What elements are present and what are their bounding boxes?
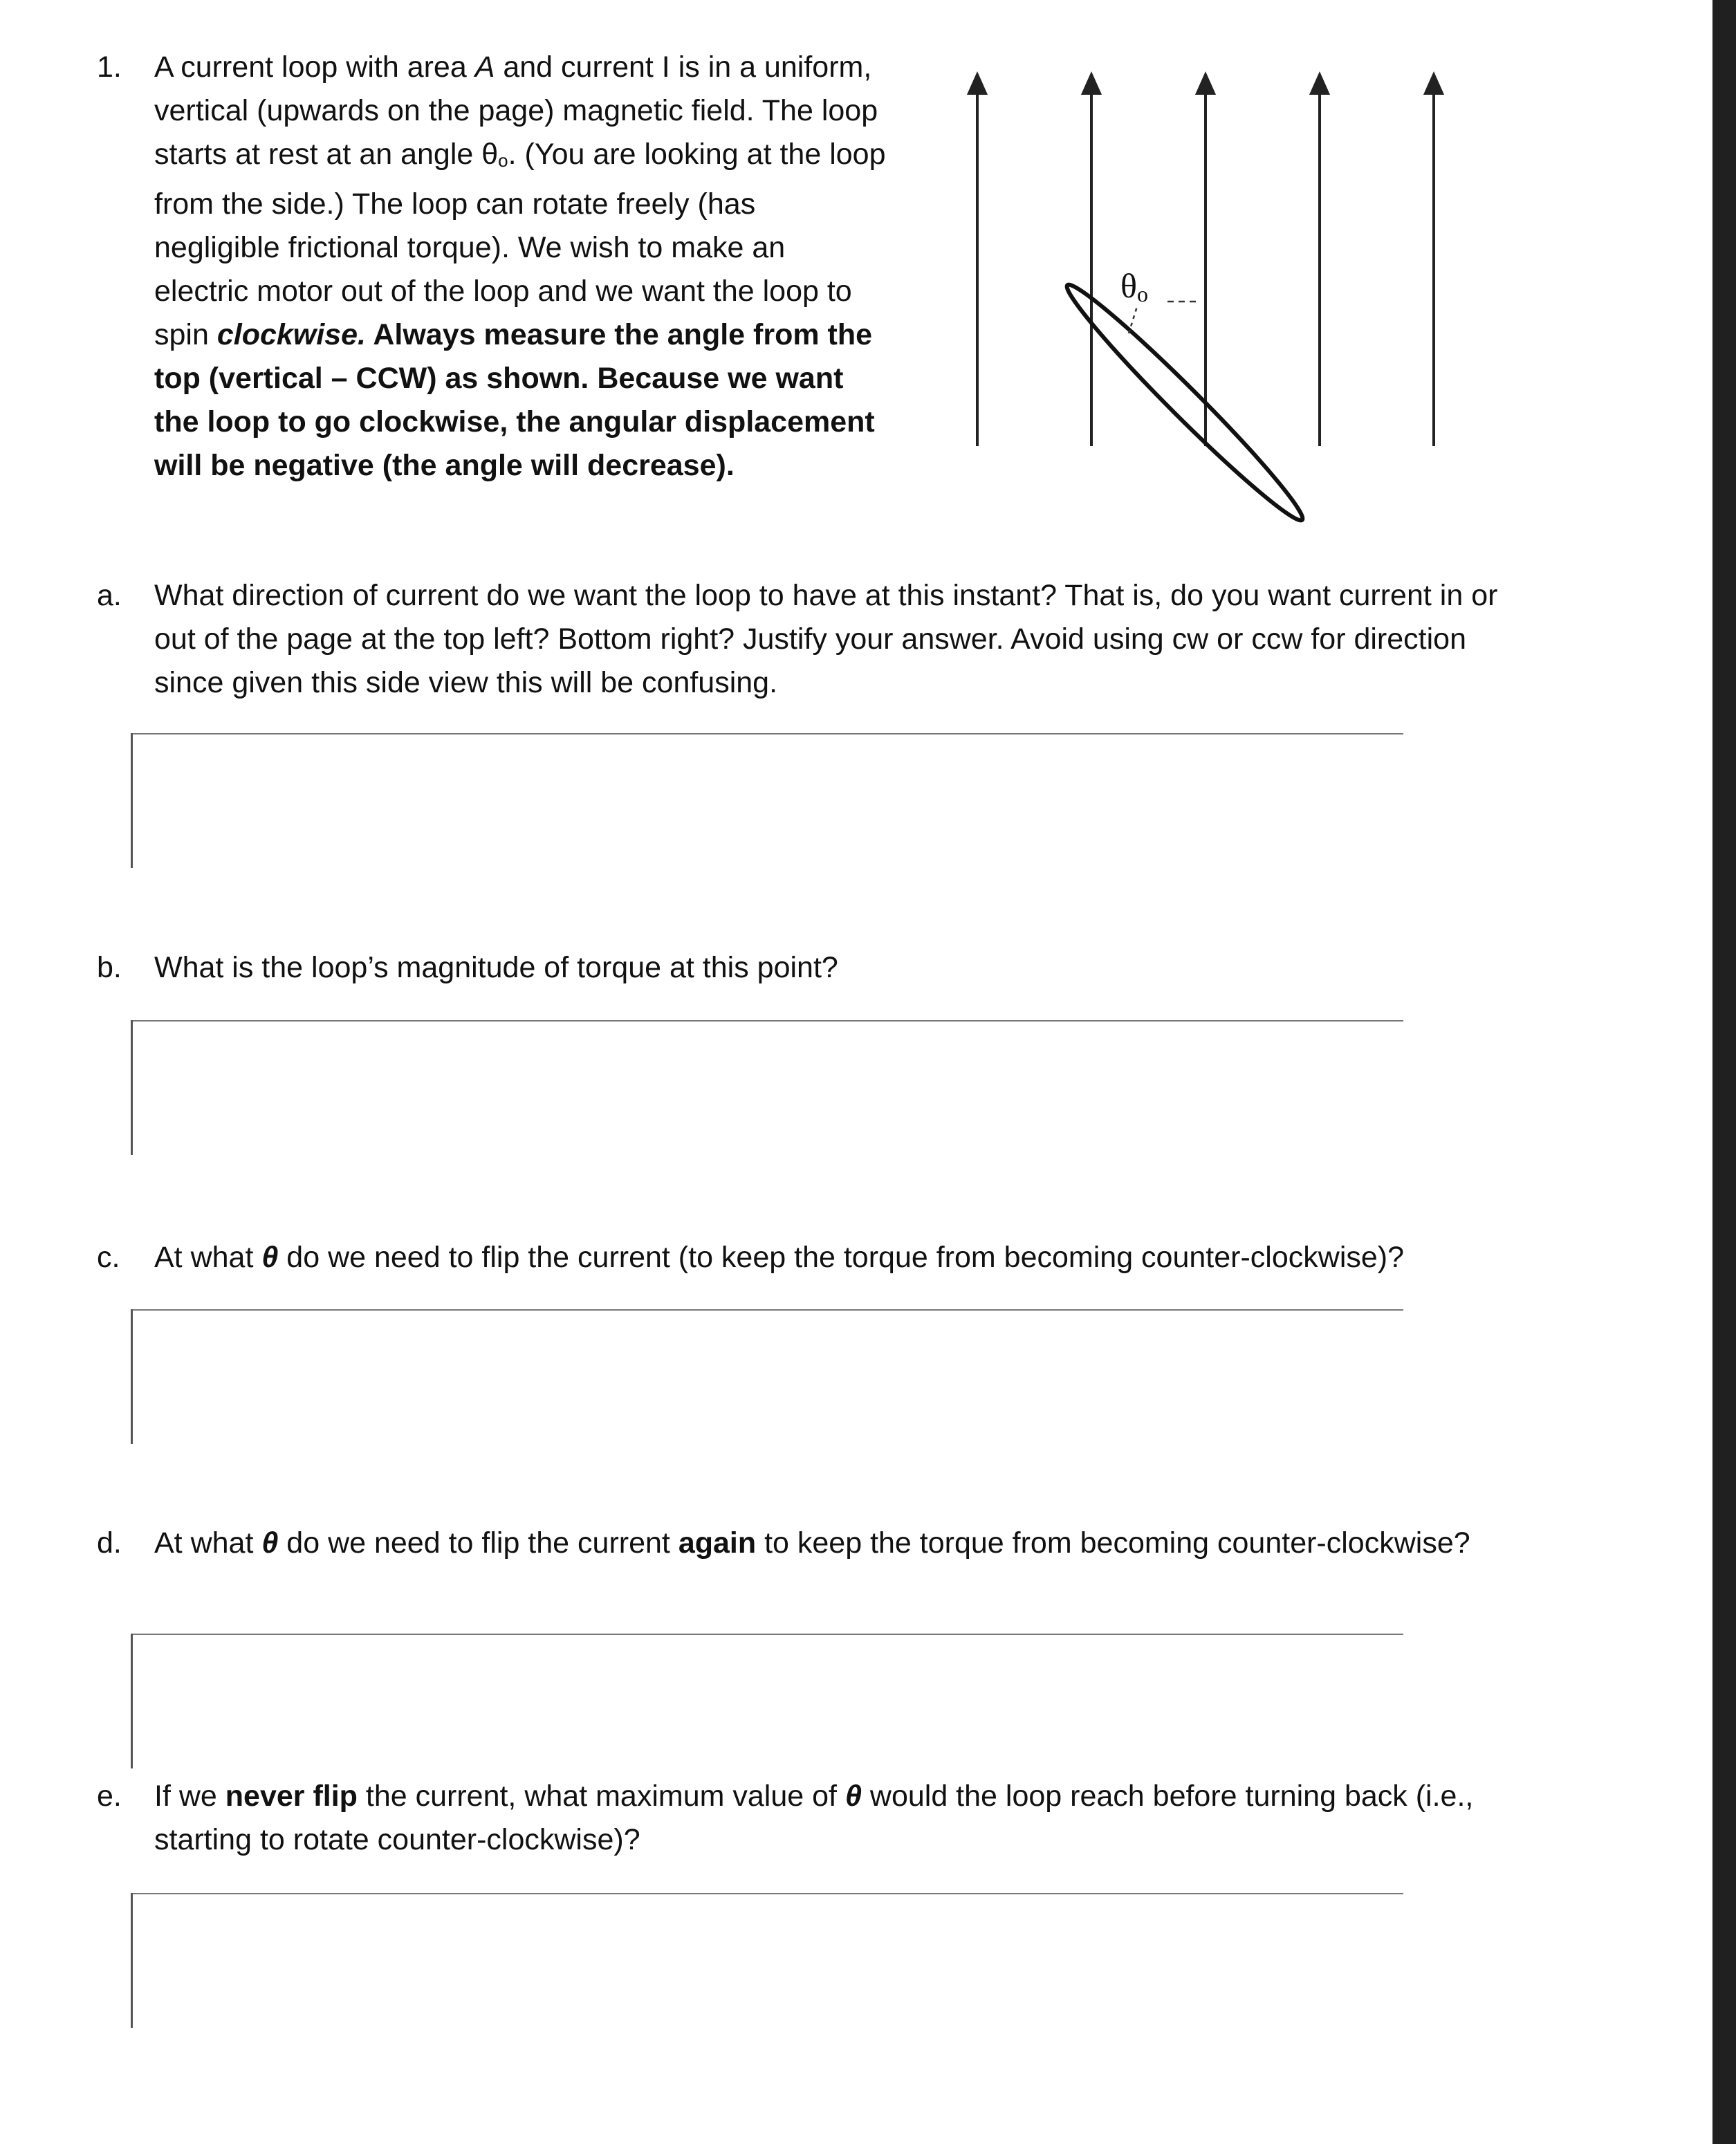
intro-theta-subscript: o <box>498 150 508 171</box>
current-loop <box>1057 275 1312 530</box>
question-e-never-flip: never flip <box>225 1780 358 1813</box>
answer-box-a[interactable] <box>131 733 1403 868</box>
question-d-text-2: do we need to flip the current <box>278 1526 678 1560</box>
answer-box-b[interactable] <box>131 1020 1403 1155</box>
question-b-text-1: What is the loop’s magnitude of torque at this point? <box>154 951 838 984</box>
question-e-theta: θ <box>844 1780 862 1813</box>
question-d-label: d. <box>97 1526 122 1560</box>
arrowhead-icon <box>1311 75 1328 93</box>
intro-text-2: and current I is in a uniform, vertical (upwards on the page) magnetic field. The loop starts at rest at an angle θ <box>154 50 878 171</box>
arrowhead-icon <box>1197 75 1214 93</box>
answer-box-e[interactable] <box>131 1893 1403 2028</box>
theta-subscript: o <box>1136 281 1148 306</box>
arrowhead-icon <box>1083 75 1100 93</box>
intro-text-3: . (You are looking at the loop from the side.) The loop can rotate freely (has negligible frictional torque). We wish to make an electric motor out of the loop and we want the loop to spin <box>154 138 886 351</box>
question-a-text <box>154 574 1524 705</box>
question-b-label: b. <box>97 951 122 984</box>
intro-text-4: Always measure the angle from the top (vertical – CCW) as shown. Because we want the loop to go clockwise, the angular displacement will be negative (the angle will decrease). <box>154 318 875 482</box>
arrowhead-icon <box>969 75 986 93</box>
intro-area-symbol: A <box>474 50 495 84</box>
field-lines <box>969 75 1442 446</box>
intro-text-1: A current loop with area <box>154 50 475 84</box>
question-e-text-3: would the loop reach before turning back (i.e., starting to rotate counter-clockwise)? <box>154 1780 1474 1856</box>
question-e-text <box>154 1775 1524 1862</box>
problem-number: 1. <box>97 50 122 84</box>
answer-box-d[interactable] <box>131 1634 1403 1768</box>
question-a-text-1: What direction of current do we want the loop to have at this instant? That is, do you want current in or out of the page at the top left? Bottom right? Justify your answer. Avoid using cw or ccw for direction since given this side view this will be confusing. <box>154 579 1498 699</box>
question-d-text-3: to keep the torque from becoming counter-clockwise? <box>756 1526 1470 1560</box>
question-d-text <box>154 1522 1524 1565</box>
question-a-label: a. <box>97 579 122 612</box>
question-e-text-2: the current, what maximum value of <box>357 1780 845 1813</box>
arrowhead-icon <box>1425 75 1442 93</box>
question-b-text <box>154 946 1524 990</box>
question-c-text-1: At what <box>154 1241 262 1274</box>
page-right-edge <box>1712 0 1736 2144</box>
answer-box-c[interactable] <box>131 1309 1403 1444</box>
theta-label: θo <box>1120 266 1148 306</box>
problem-intro <box>154 46 887 488</box>
question-c-text-2: do we need to flip the current (to keep the torque from becoming counter-clockwise)? <box>278 1241 1405 1274</box>
intro-clockwise: clockwise. <box>216 318 366 351</box>
question-c-theta: θ <box>261 1241 279 1274</box>
question-d-again: again <box>678 1526 757 1560</box>
question-e-label: e. <box>97 1780 122 1813</box>
loop-field-figure <box>954 62 1452 546</box>
question-d-theta: θ <box>261 1526 279 1560</box>
question-c-label: c. <box>97 1241 120 1274</box>
question-d-text-1: At what <box>154 1526 262 1560</box>
question-e-text-1: If we <box>154 1780 225 1813</box>
question-c-text <box>154 1236 1524 1279</box>
